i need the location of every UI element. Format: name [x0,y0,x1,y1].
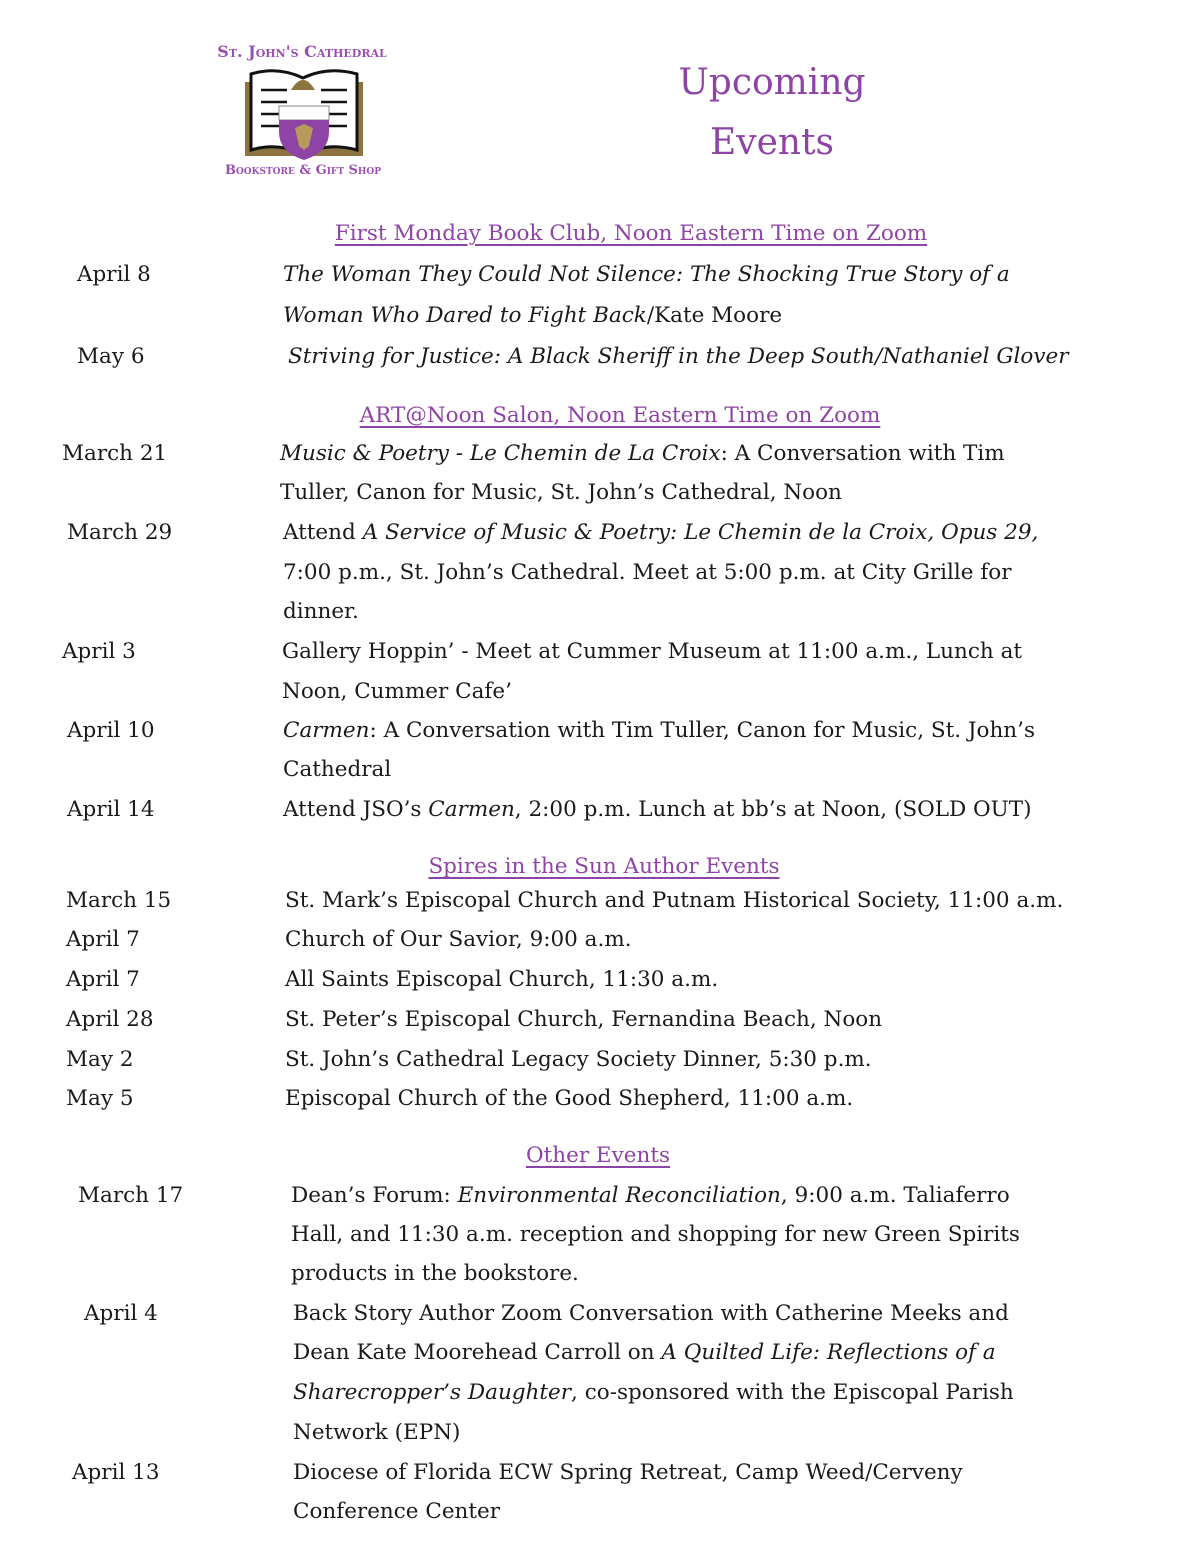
event-description-line [280,440,1005,468]
event-date: May 2 [66,1047,134,1072]
event-description-line [293,1498,500,1526]
text-segment: , co-sponsored with the Episcopal Parish [571,1380,1014,1405]
event-description-line [282,638,1022,666]
event-description-line [291,1182,1010,1210]
text-segment: Episcopal Church of the Good Shepherd, 11:00 a.m. [285,1086,854,1111]
event-date: March 21 [62,441,168,466]
event-date: April 10 [67,718,155,743]
italic-title: The Woman They Could Not Silence: The Shocking True Story of a [283,262,1010,287]
text-segment: Network (EPN) [293,1420,461,1445]
text-segment: Noon, Cummer Cafe’ [282,679,512,704]
event-date: April 7 [66,967,140,992]
page-title-line2: Events [709,122,835,163]
text-segment: All Saints Episcopal Church, 11:30 a.m. [285,967,719,992]
event-description-line [293,1459,963,1487]
event-date: April 28 [66,1007,154,1032]
italic-title: Carmen [283,718,370,743]
italic-title: Environmental Reconciliation [457,1183,781,1208]
text-segment: Tuller, Canon for Music, St. John’s Cathedral, Noon [280,480,842,505]
event-description-line [283,717,1035,745]
event-description-line [293,1419,460,1447]
event-date: April 3 [62,639,136,664]
text-segment: Attend [283,520,363,545]
text-segment: Dean Kate Moorehead Carroll on [293,1340,662,1365]
event-date: March 29 [67,520,173,545]
event-date: March 17 [78,1183,184,1208]
event-date: April 4 [84,1301,158,1326]
text-segment: dinner. [283,599,359,624]
text-segment: 7:00 p.m., St. John’s Cathedral. Meet at 5:00 p.m. at City Grille for [283,560,1012,585]
text-segment: Attend JSO’s [283,797,429,822]
text-segment: /Kate Moore [646,303,783,328]
text-segment: Gallery Hoppin’ - Meet at Cummer Museum at 11:00 a.m., Lunch at [282,639,1023,664]
text-segment: Diocese of Florida ECW Spring Retreat, Camp Weed/Cerveny [293,1460,963,1485]
event-description-line [291,1260,579,1288]
italic-title: /Nathaniel Glover [875,344,1069,369]
event-description-line [285,1006,882,1034]
event-description-line [293,1379,1014,1407]
book-crest-icon [243,66,365,162]
text-segment: Church of Our Savior, 9:00 a.m. [285,927,632,952]
event-date: May 5 [66,1086,134,1111]
text-segment: Hall, and 11:30 a.m. reception and shopping for new Green Spirits [291,1222,1020,1247]
event-description-line [288,343,1069,371]
event-description-line [283,519,1038,547]
event-description-line [283,559,1012,587]
italic-title: Striving for Justice: A Black Sheriff in the Deep South [288,344,876,369]
event-date: March 15 [66,888,172,913]
italic-title: Woman Who Dared to Fight Back [283,303,647,328]
event-description-line [283,756,391,784]
italic-title: Sharecropper’s Daughter [293,1380,572,1405]
event-description-line [283,796,1032,824]
italic-title: A Service of Music & Poetry: Le Chemin de la Croix, Opus 29, [362,520,1039,545]
event-description-line [293,1339,996,1367]
logo-bottom-text: Bookstore & Gift Shop [224,163,382,178]
italic-title: A Quilted Life: Reflections of a [661,1340,996,1365]
event-date: May 6 [77,344,145,369]
text-segment: Cathedral [283,757,392,782]
section-heading: First Monday Book Club, Noon Eastern Time on Zoom [334,221,928,246]
text-segment: products in the bookstore. [291,1261,579,1286]
event-description-line [283,598,359,626]
event-description-line [285,1046,872,1074]
section-heading: Other Events [525,1143,671,1168]
text-segment: : A Conversation with Tim Tuller, Canon for Music, St. John’s [369,718,1036,743]
event-date: April 7 [66,927,140,952]
event-description-line [285,966,718,994]
text-segment: Conference Center [293,1499,501,1524]
event-description-line [285,926,632,954]
page-title-line1: Upcoming [678,62,866,103]
italic-title: Carmen [428,797,515,822]
event-date: April 14 [67,797,155,822]
text-segment: St. John’s Cathedral Legacy Society Dinner, 5:30 p.m. [285,1047,872,1072]
italic-title: Music & Poetry - Le Chemin de La Croix [280,441,721,466]
text-segment: , 2:00 p.m. Lunch at bb’s at Noon, (SOLD OUT) [514,797,1032,822]
event-description-line [285,887,1063,915]
event-description-line [285,1085,853,1113]
text-segment: Dean’s Forum: [291,1183,458,1208]
logo-top-text: St. John's Cathedral [217,42,387,61]
event-description-line [282,678,512,706]
event-description-line [293,1300,1009,1328]
text-segment: St. Mark’s Episcopal Church and Putnam Historical Society, 11:00 a.m. [285,888,1064,913]
event-description-line [291,1221,1020,1249]
text-segment: Back Story Author Zoom Conversation with Catherine Meeks and [293,1301,1009,1326]
event-description-line [283,302,782,330]
text-segment: : A Conversation with Tim [720,441,1005,466]
text-segment: , 9:00 a.m. Taliaferro [780,1183,1010,1208]
event-date: April 8 [77,262,151,287]
section-heading: ART@Noon Salon, Noon Eastern Time on Zoom [359,403,881,428]
section-heading: Spires in the Sun Author Events [428,854,780,879]
event-description-line [283,261,1010,289]
event-description-line [280,479,842,507]
text-segment: St. Peter’s Episcopal Church, Fernandina Beach, Noon [285,1007,883,1032]
event-date: April 13 [72,1460,160,1485]
